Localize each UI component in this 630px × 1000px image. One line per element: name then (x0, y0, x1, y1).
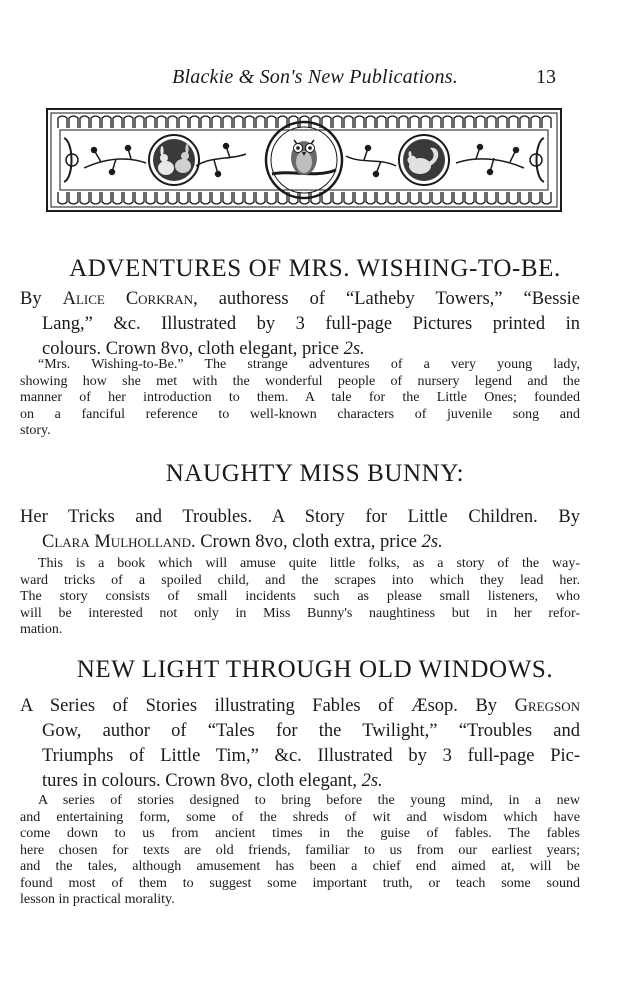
entry-description-2 (20, 556, 580, 639)
entry-byline-3 (20, 694, 580, 794)
border-lobe (344, 192, 353, 204)
byline-line (20, 694, 580, 719)
border-lobe (124, 192, 133, 204)
description-line: lesson in practical morality. (20, 892, 175, 907)
border-lobe (179, 192, 188, 204)
byline-text: A Series of Stories illustrating Fables of Æsop. By (20, 696, 515, 716)
border-lobe (498, 192, 507, 204)
description-line: manner of her introduction to them. A tale for the Little Ones; founded (20, 390, 580, 405)
byline-line (20, 769, 580, 794)
squirrel-medallion-icon (399, 135, 449, 185)
border-lobe (454, 192, 463, 204)
border-lobe (432, 116, 441, 128)
byline-text: colours. Crown 8vo, cloth elegant, price (42, 339, 344, 359)
border-lobe (91, 116, 100, 128)
border-lobe (58, 192, 67, 204)
byline-text: , authoress of “Latheby Towers,” “Bessie (193, 289, 581, 309)
price: 2s. (421, 532, 443, 552)
border-lobe (168, 116, 177, 128)
price: 2s. (361, 771, 383, 791)
description-line: will be interested not only in Miss Bunny's naughtiness but in her refor- (20, 605, 580, 621)
byline-line: Triumphs of Little Tim,” &c. Illustrated by 3 full-page Pic- (42, 746, 580, 766)
border-lobe (421, 192, 430, 204)
border-lobe (201, 116, 210, 128)
entry-title-naughty-miss-bunny: NAUGHTY MISS BUNNY: (165, 460, 465, 487)
description-line: The story consists of small incidents such as please small listeners, who (20, 589, 580, 604)
border-lobe (410, 192, 419, 204)
border-lobe (454, 116, 463, 128)
border-lobe (443, 192, 452, 204)
author-name: Clara Mulholland (42, 532, 191, 552)
border-lobe (113, 192, 122, 204)
byline-line (20, 530, 580, 555)
border-lobe (146, 116, 155, 128)
description-line: ward tricks of a spoiled child, and the scrapes into which they lead her. (20, 572, 580, 588)
border-lobe (542, 192, 551, 204)
border-lobe (245, 192, 254, 204)
border-lobe (190, 192, 199, 204)
border-lobe (69, 116, 78, 128)
description-line: found most of them to suggest some important truth, or teach some sound (20, 875, 580, 891)
border-lobe (487, 192, 496, 204)
entry-byline-1 (20, 287, 580, 362)
border-lobe (157, 192, 166, 204)
border-lobe (234, 192, 243, 204)
price: 2s. (343, 339, 365, 359)
border-lobe (377, 116, 386, 128)
border-lobe (267, 192, 276, 204)
border-lobe (520, 192, 529, 204)
border-lobe (223, 192, 232, 204)
border-lobe (531, 192, 540, 204)
border-lobe (542, 116, 551, 128)
border-lobe (69, 192, 78, 204)
border-lobe (531, 116, 540, 128)
border-lobe (388, 116, 397, 128)
entry-title-mrs-wishing-to-be: ADVENTURES OF MRS. WISHING-TO-BE. (69, 255, 561, 282)
page-number: 13 (536, 66, 556, 88)
border-lobe (168, 192, 177, 204)
border-lobe (256, 192, 265, 204)
entry-description-3 (20, 793, 580, 909)
byline-line: Her Tricks and Troubles. A Story for Little Children. By (20, 507, 580, 527)
author-name: Gregson (514, 696, 580, 716)
author-name: Alice Corkran (62, 289, 194, 309)
border-lobe (366, 116, 375, 128)
border-lobe (245, 116, 254, 128)
branch-right-icon (456, 145, 524, 175)
border-lobe (212, 192, 221, 204)
border-lobe (80, 116, 89, 128)
running-title: Blackie & Son's New Publications. (172, 66, 458, 88)
border-lobe (476, 116, 485, 128)
border-lobe (201, 192, 210, 204)
description-line: and the tales, although amusement has been a chief end aimed at, will be (20, 859, 580, 874)
border-lobe (58, 116, 67, 128)
side-scroll-left-icon (64, 138, 78, 182)
border-lobe (91, 192, 100, 204)
border-lobe (498, 116, 507, 128)
description-line: mation. (20, 622, 63, 637)
border-lobe (234, 116, 243, 128)
border-lobe (267, 116, 276, 128)
border-lobe (421, 116, 430, 128)
border-lobe (432, 192, 441, 204)
border-lobe (399, 192, 408, 204)
running-head (0, 66, 630, 94)
description-line: here chosen for texts are old friends, familiar to us from our earliest years; (20, 842, 580, 858)
branch-middle-left-icon (196, 144, 246, 177)
border-lobe (256, 116, 265, 128)
border-lobe (465, 192, 474, 204)
border-lobe (80, 192, 89, 204)
border-lobe (135, 116, 144, 128)
branch-left-icon (84, 146, 146, 175)
description-line: on a fanciful reference to well-known characters of juvenile song and (20, 406, 580, 422)
border-lobe (366, 192, 375, 204)
byline-line (20, 287, 580, 312)
description-line: come down to us from ancient times in the guise of fables. The fables (20, 826, 580, 841)
border-lobe (399, 116, 408, 128)
border-lobe (333, 192, 342, 204)
description-line: showing how she met with the wonderful people of nursery legend and the (20, 373, 580, 389)
owl-medallion-icon (266, 122, 342, 198)
description-line: A series of stories designed to bring before the young mind, in a new (38, 793, 580, 808)
border-lobe (344, 116, 353, 128)
rabbits-medallion-icon (149, 135, 199, 185)
byline-line: Gow, author of “Tales for the Twilight,” “Troubles and (42, 721, 580, 741)
description-line: and entertaining form, some of the shreds of wit and wisdom which have (20, 809, 580, 825)
border-lobe (102, 192, 111, 204)
border-lobe (135, 192, 144, 204)
border-lobe (509, 116, 518, 128)
border-lobe (124, 116, 133, 128)
border-lobe (355, 116, 364, 128)
border-lobe (157, 116, 166, 128)
border-lobe (355, 192, 364, 204)
border-lobe (520, 116, 529, 128)
description-line: story. (20, 423, 51, 438)
byline-text: By (20, 289, 63, 309)
border-lobe (388, 192, 397, 204)
description-line: This is a book which will amuse quite little folks, as a story of the way- (38, 556, 580, 571)
byline-line: Lang,” &c. Illustrated by 3 full-page Pictures printed in (42, 314, 580, 334)
description-line: “Mrs. Wishing-to-Be.” The strange adventures of a very young lady, (38, 357, 580, 372)
border-lobe (212, 116, 221, 128)
decorative-banner-icon (46, 108, 562, 212)
border-lobe (509, 192, 518, 204)
border-lobe (333, 116, 342, 128)
border-lobe (443, 116, 452, 128)
border-lobe (465, 116, 474, 128)
branch-middle-right-icon (346, 146, 396, 177)
border-lobe (377, 192, 386, 204)
border-lobe (146, 192, 155, 204)
border-lobe (190, 116, 199, 128)
border-lobe (179, 116, 188, 128)
entry-description-1 (20, 357, 580, 440)
border-lobe (113, 116, 122, 128)
side-scroll-right-icon (530, 138, 544, 182)
border-lobe (410, 116, 419, 128)
border-lobe (102, 116, 111, 128)
border-lobe (223, 116, 232, 128)
entry-byline-2 (20, 505, 580, 555)
border-lobe (476, 192, 485, 204)
border-lobe (487, 116, 496, 128)
entry-title-new-light-through-old-windows: NEW LIGHT THROUGH OLD WINDOWS. (76, 656, 554, 683)
byline-text: . Crown 8vo, cloth extra, price (190, 532, 422, 552)
byline-text: tures in colours. Crown 8vo, cloth elegant, (42, 771, 362, 791)
